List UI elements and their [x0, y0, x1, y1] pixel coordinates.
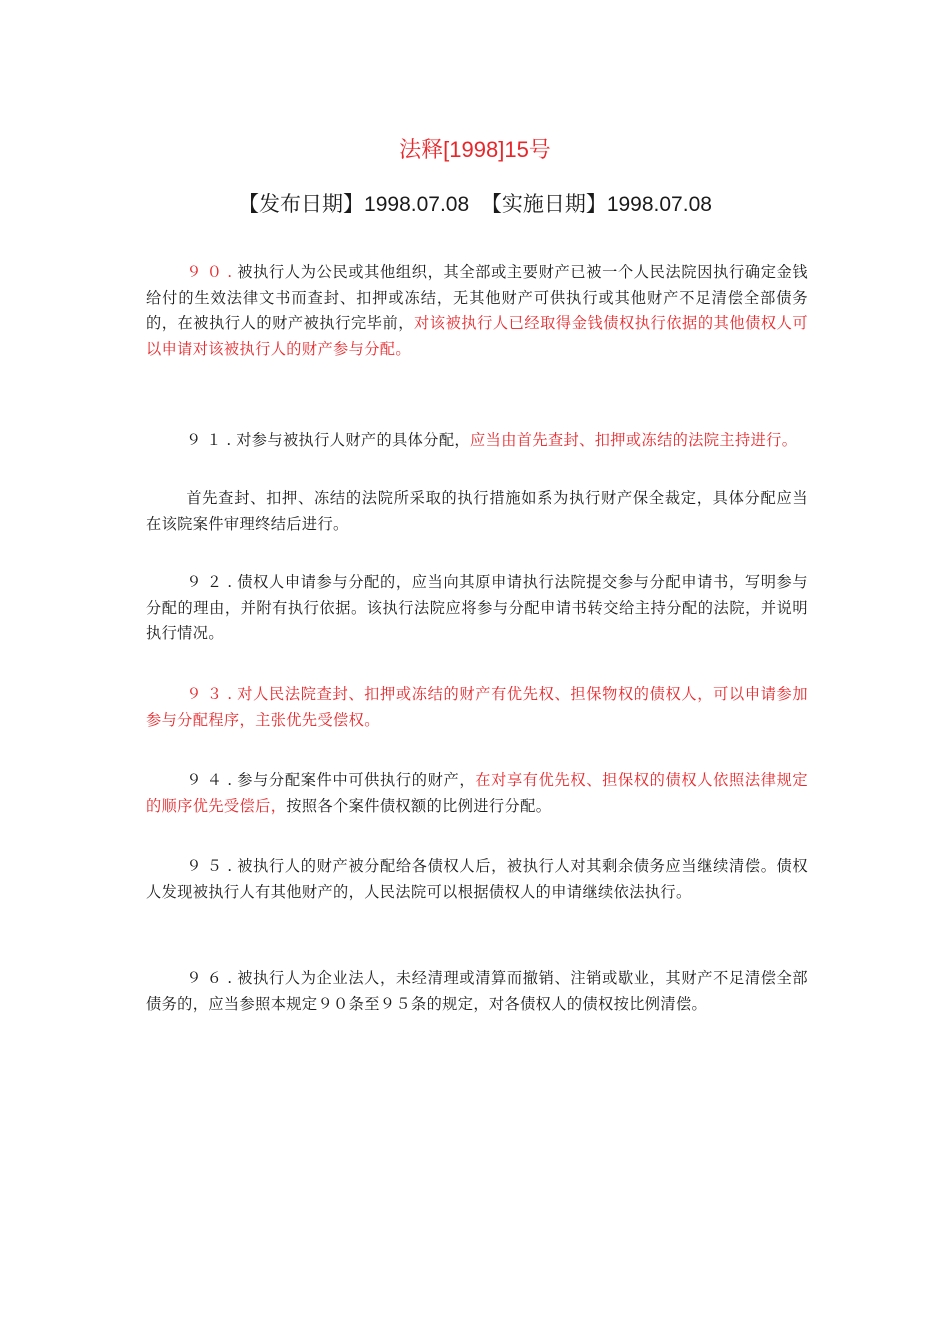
article-text-segment: 首先查封、扣押、冻结的法院所采取的执行措施如系为执行财产保全裁定，具体分配应当在该院案件审理终结后进行。: [146, 489, 808, 533]
article-text-highlight: 应当由首先查封、扣押或冻结的法院主持进行。: [470, 431, 798, 449]
date-line: [0, 188, 950, 222]
article-text-highlight: 在对享有优先权、担保权的债权人依照法律规定的顺序优先受偿后，: [146, 771, 809, 815]
article-number: ９６.: [186, 969, 238, 987]
article-text-segment: 债权人申请参与分配的，应当向其原申请执行法院提交参与分配申请书，写明参与分配的理由，并附有执行依据。该执行法院应将参与分配申请书转交给主持分配的法院，并说明执行情况。: [146, 573, 809, 642]
article-91-supplement: [146, 486, 808, 537]
publish-date-label: 【发布日期】: [238, 193, 365, 216]
article-90: [146, 260, 808, 362]
article-text-segment: 参与分配案件中可供执行的财产，: [237, 771, 476, 789]
article-number: ９５.: [186, 857, 238, 875]
article-number: ９３.: [186, 685, 238, 703]
article-text-segment: 对参与被执行人财产的具体分配，: [236, 431, 471, 449]
article-91: [146, 428, 808, 454]
article-number: ９１.: [186, 431, 237, 449]
effective-date-value: 1998.07.08: [606, 193, 712, 216]
article-number: ９４.: [186, 771, 238, 789]
article-number: ９２.: [186, 573, 238, 591]
article-92: [146, 570, 808, 647]
article-93: [146, 682, 808, 733]
article-94: [146, 768, 808, 819]
article-number: ９０.: [186, 263, 238, 281]
article-text-segment: 被执行人为企业法人，未经清理或清算而撤销、注销或歇业，其财产不足清偿全部债务的，应当参照本规定９０条至９５条的规定，对各债权人的债权按比例清偿。: [146, 969, 809, 1013]
article-text-segment: 按照各个案件债权额的比例进行分配。: [286, 796, 552, 815]
article-text-segment: 被执行人的财产被分配给各债权人后，被执行人对其剩余债务应当继续清偿。债权人发现被执行人有其他财产的，人民法院可以根据债权人的申请继续依法执行。: [146, 857, 809, 901]
document-number-title: 法释[1998]15号: [399, 137, 551, 162]
article-text-highlight: 对该被执行人已经取得金钱债权执行依据的其他债权人可以申请对该被执行人的财产参与分配。: [146, 314, 808, 358]
article-95: [146, 854, 808, 905]
article-text-segment: 被执行人为公民或其他组织，其全部或主要财产已被一个人民法院因执行确定金钱给付的生效法律文书而查封、扣押或冻结，无其他财产可供执行或其他财产不足清偿全部债务的，在被执行人的财产被执行完毕前，: [146, 263, 809, 332]
article-text-highlight: 对人民法院查封、扣押或冻结的财产有优先权、担保物权的债权人，可以申请参加参与分配程序，主张优先受偿权。: [146, 685, 809, 729]
article-96: [146, 966, 808, 1017]
effective-date-label: 【实施日期】: [480, 193, 607, 216]
publish-date-value: 1998.07.08: [364, 193, 470, 216]
